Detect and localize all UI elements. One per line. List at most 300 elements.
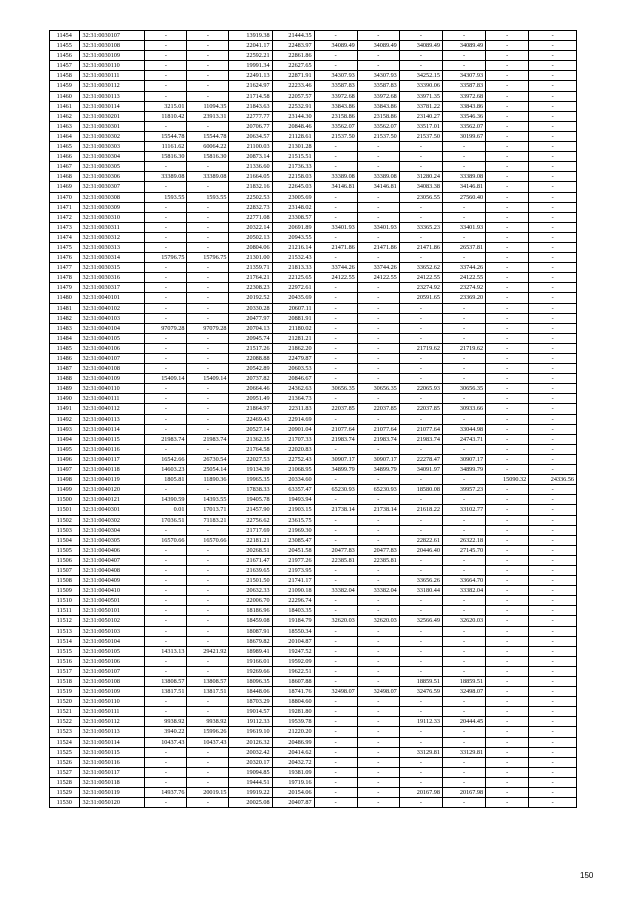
value-cell: 19112.33 xyxy=(229,717,272,727)
value-cell: - xyxy=(314,31,357,41)
value-cell: 32498.07 xyxy=(314,687,357,697)
value-cell: 33843.86 xyxy=(314,101,357,111)
value-cell: - xyxy=(314,142,357,152)
value-cell: - xyxy=(145,636,187,646)
table-row xyxy=(50,273,577,283)
value-cell: - xyxy=(314,626,357,636)
value-cell: - xyxy=(145,354,187,364)
value-cell: 18804.60 xyxy=(272,697,314,707)
value-cell: 20846.67 xyxy=(272,374,314,384)
value-cell: - xyxy=(486,253,529,263)
value-cell: - xyxy=(145,242,187,252)
row-number-cell: 11479 xyxy=(50,283,80,293)
value-cell: 30199.67 xyxy=(442,131,485,141)
value-cell: 19622.51 xyxy=(272,666,314,676)
value-cell: - xyxy=(486,404,529,414)
value-cell: - xyxy=(486,364,529,374)
value-cell: - xyxy=(399,636,442,646)
value-cell: - xyxy=(187,31,229,41)
cadastral-number-cell: 32:31:0040115 xyxy=(79,434,145,444)
value-cell: 19094.85 xyxy=(229,767,272,777)
value-cell: 15796.75 xyxy=(145,253,187,263)
value-cell: 20451.58 xyxy=(272,545,314,555)
value-cell: - xyxy=(529,465,577,475)
value-cell: 14937.76 xyxy=(145,788,187,798)
value-cell: - xyxy=(442,596,485,606)
value-cell: 19269.66 xyxy=(229,666,272,676)
value-cell: - xyxy=(442,646,485,656)
value-cell: - xyxy=(145,51,187,61)
value-cell: - xyxy=(486,525,529,535)
value-cell: - xyxy=(399,232,442,242)
value-cell: - xyxy=(357,212,399,222)
table-body xyxy=(50,31,577,808)
value-cell: - xyxy=(145,747,187,757)
value-cell: 10437.43 xyxy=(145,737,187,747)
value-cell: - xyxy=(357,788,399,798)
value-cell: - xyxy=(486,212,529,222)
value-cell: - xyxy=(357,636,399,646)
row-number-cell: 11509 xyxy=(50,586,80,596)
row-number-cell: 11484 xyxy=(50,333,80,343)
value-cell: 33390.06 xyxy=(399,81,442,91)
row-number-cell: 11488 xyxy=(50,374,80,384)
cadastral-number-cell: 32:31:0040302 xyxy=(79,515,145,525)
value-cell: - xyxy=(486,767,529,777)
value-cell: - xyxy=(187,666,229,676)
value-cell: 13817.51 xyxy=(187,687,229,697)
value-cell: - xyxy=(357,717,399,727)
cadastral-number-cell: 32:31:0050114 xyxy=(79,737,145,747)
value-cell: 15409.14 xyxy=(145,374,187,384)
value-cell: - xyxy=(187,242,229,252)
table-row xyxy=(50,777,577,787)
value-cell: 21707.33 xyxy=(272,434,314,444)
table-row xyxy=(50,31,577,41)
value-cell: - xyxy=(187,343,229,353)
value-cell: 33382.04 xyxy=(442,586,485,596)
table-row xyxy=(50,697,577,707)
cadastral-number-cell: 32:31:0040109 xyxy=(79,374,145,384)
value-cell: - xyxy=(399,162,442,172)
value-cell: - xyxy=(314,374,357,384)
row-number-cell: 11483 xyxy=(50,323,80,333)
table-row xyxy=(50,737,577,747)
value-cell: - xyxy=(486,515,529,525)
value-cell: 20691.89 xyxy=(272,222,314,232)
value-cell: - xyxy=(529,293,577,303)
value-cell: 20446.40 xyxy=(399,545,442,555)
value-cell: - xyxy=(399,596,442,606)
cadastral-number-cell: 32:31:0050116 xyxy=(79,757,145,767)
cadastral-number-cell: 32:31:0040108 xyxy=(79,364,145,374)
value-cell: 30907.17 xyxy=(442,454,485,464)
value-cell: 27145.70 xyxy=(442,545,485,555)
value-cell: 20407.87 xyxy=(272,798,314,808)
value-cell: - xyxy=(529,51,577,61)
value-cell: - xyxy=(314,788,357,798)
value-cell: - xyxy=(187,303,229,313)
value-cell: 9938.92 xyxy=(145,717,187,727)
value-cell: 21624.97 xyxy=(229,81,272,91)
row-number-cell: 11530 xyxy=(50,798,80,808)
value-cell: - xyxy=(529,91,577,101)
value-cell: 23005.69 xyxy=(272,192,314,202)
value-cell: 19719.16 xyxy=(272,777,314,787)
row-number-cell: 11485 xyxy=(50,343,80,353)
value-cell: 20334.60 xyxy=(272,475,314,485)
value-cell: 21216.14 xyxy=(272,242,314,252)
value-cell: 27560.40 xyxy=(442,192,485,202)
value-cell: - xyxy=(314,444,357,454)
value-cell: 0.01 xyxy=(145,505,187,515)
value-cell: - xyxy=(529,323,577,333)
value-cell: - xyxy=(187,616,229,626)
value-cell: - xyxy=(529,646,577,656)
cadastral-number-cell: 32:31:0050118 xyxy=(79,777,145,787)
value-cell: - xyxy=(529,313,577,323)
value-cell: - xyxy=(442,364,485,374)
value-cell: - xyxy=(187,263,229,273)
value-cell: - xyxy=(486,101,529,111)
value-cell: - xyxy=(314,525,357,535)
value-cell: - xyxy=(314,707,357,717)
value-cell: - xyxy=(314,576,357,586)
value-cell: - xyxy=(399,333,442,343)
row-number-cell: 11491 xyxy=(50,404,80,414)
table-row xyxy=(50,626,577,636)
cadastral-number-cell: 32:31:0050113 xyxy=(79,727,145,737)
value-cell: - xyxy=(145,616,187,626)
value-cell: 21336.60 xyxy=(229,162,272,172)
value-cell: 22592.21 xyxy=(229,51,272,61)
value-cell: - xyxy=(187,444,229,454)
value-cell: 22491.13 xyxy=(229,71,272,81)
value-cell: 33365.23 xyxy=(399,222,442,232)
value-cell: - xyxy=(442,495,485,505)
value-cell: 24362.63 xyxy=(272,384,314,394)
table-row xyxy=(50,394,577,404)
value-cell: 33546.36 xyxy=(442,111,485,121)
value-cell: 22233.46 xyxy=(272,81,314,91)
table-row xyxy=(50,434,577,444)
value-cell: 20322.14 xyxy=(229,222,272,232)
value-cell: 34307.93 xyxy=(357,71,399,81)
value-cell: - xyxy=(314,61,357,71)
value-cell: - xyxy=(187,313,229,323)
row-number-cell: 11455 xyxy=(50,41,80,51)
table-row xyxy=(50,293,577,303)
cadastral-number-cell: 32:31:0030309 xyxy=(79,202,145,212)
value-cell: - xyxy=(529,121,577,131)
value-cell: - xyxy=(486,283,529,293)
cadastral-number-cell: 32:31:0050101 xyxy=(79,606,145,616)
cadastral-number-cell: 32:31:0040501 xyxy=(79,596,145,606)
value-cell: - xyxy=(399,525,442,535)
table-row xyxy=(50,232,577,242)
cadastral-number-cell: 32:31:0040301 xyxy=(79,505,145,515)
value-cell: - xyxy=(187,354,229,364)
table-row xyxy=(50,586,577,596)
value-cell: - xyxy=(357,697,399,707)
table-row xyxy=(50,465,577,475)
value-cell: - xyxy=(187,71,229,81)
value-cell: - xyxy=(314,737,357,747)
value-cell: 20154.06 xyxy=(272,788,314,798)
value-cell: 22972.61 xyxy=(272,283,314,293)
value-cell: 13808.57 xyxy=(145,677,187,687)
value-cell: - xyxy=(187,798,229,808)
value-cell: - xyxy=(442,232,485,242)
value-cell: - xyxy=(314,51,357,61)
value-cell: 18859.51 xyxy=(399,677,442,687)
value-cell: - xyxy=(529,636,577,646)
value-cell: 34089.49 xyxy=(442,41,485,51)
value-cell: 14393.55 xyxy=(187,495,229,505)
value-cell: 33129.81 xyxy=(442,747,485,757)
value-cell: - xyxy=(486,242,529,252)
value-cell: 33656.26 xyxy=(399,576,442,586)
value-cell: - xyxy=(529,222,577,232)
value-cell: 18186.96 xyxy=(229,606,272,616)
value-cell: 34089.49 xyxy=(399,41,442,51)
value-cell: 34091.97 xyxy=(399,465,442,475)
value-cell: 33587.83 xyxy=(442,81,485,91)
value-cell: - xyxy=(399,515,442,525)
value-cell: 21738.14 xyxy=(314,505,357,515)
value-cell: 24122.55 xyxy=(357,273,399,283)
cadastral-number-cell: 32:31:0040110 xyxy=(79,384,145,394)
row-number-cell: 11480 xyxy=(50,293,80,303)
value-cell: - xyxy=(399,656,442,666)
value-cell: 22181.21 xyxy=(229,535,272,545)
value-cell: - xyxy=(399,444,442,454)
value-cell: 34899.79 xyxy=(357,465,399,475)
table-row xyxy=(50,313,577,323)
table-row xyxy=(50,212,577,222)
value-cell: - xyxy=(529,101,577,111)
table-row xyxy=(50,788,577,798)
value-cell: - xyxy=(486,121,529,131)
value-cell: - xyxy=(486,687,529,697)
value-cell: - xyxy=(529,232,577,242)
value-cell: - xyxy=(442,737,485,747)
value-cell: - xyxy=(187,91,229,101)
row-number-cell: 11459 xyxy=(50,81,80,91)
value-cell: 32498.07 xyxy=(357,687,399,697)
value-cell: - xyxy=(314,666,357,676)
value-cell: - xyxy=(529,767,577,777)
value-cell: - xyxy=(529,707,577,717)
value-cell: 21764.21 xyxy=(229,273,272,283)
cadastral-number-cell: 32:31:0040408 xyxy=(79,565,145,575)
value-cell: 18403.35 xyxy=(272,606,314,616)
value-cell: 20486.99 xyxy=(272,737,314,747)
value-cell: 21983.74 xyxy=(399,434,442,444)
row-number-cell: 11495 xyxy=(50,444,80,454)
value-cell: 22057.57 xyxy=(272,91,314,101)
value-cell: 15816.30 xyxy=(145,152,187,162)
value-cell: 19539.78 xyxy=(272,717,314,727)
value-cell: - xyxy=(529,343,577,353)
value-cell: - xyxy=(486,354,529,364)
value-cell: - xyxy=(442,767,485,777)
value-cell: - xyxy=(187,424,229,434)
value-cell: - xyxy=(442,202,485,212)
table-row xyxy=(50,131,577,141)
value-cell: 33562.07 xyxy=(314,121,357,131)
value-cell: 20126.32 xyxy=(229,737,272,747)
value-cell: - xyxy=(486,333,529,343)
value-cell: - xyxy=(529,253,577,263)
value-cell: - xyxy=(486,424,529,434)
value-cell: 22125.65 xyxy=(272,273,314,283)
value-cell: - xyxy=(145,596,187,606)
cadastral-number-cell: 32:31:0040121 xyxy=(79,495,145,505)
value-cell: - xyxy=(486,192,529,202)
cadastral-number-cell: 32:31:0040410 xyxy=(79,586,145,596)
value-cell: 22385.81 xyxy=(314,555,357,565)
table-row xyxy=(50,565,577,575)
value-cell: - xyxy=(187,41,229,51)
value-cell: - xyxy=(486,717,529,727)
table-row xyxy=(50,475,577,485)
value-cell: - xyxy=(442,313,485,323)
value-cell: - xyxy=(145,384,187,394)
value-cell: - xyxy=(529,434,577,444)
table-row xyxy=(50,384,577,394)
value-cell: 20951.49 xyxy=(229,394,272,404)
value-cell: - xyxy=(187,81,229,91)
cadastral-number-cell: 32:31:0050117 xyxy=(79,767,145,777)
value-cell: - xyxy=(145,545,187,555)
value-cell: 32566.49 xyxy=(399,616,442,626)
value-cell: 21077.64 xyxy=(399,424,442,434)
value-cell: 23158.86 xyxy=(357,111,399,121)
value-cell: 20527.14 xyxy=(229,424,272,434)
cadastral-number-cell: 32:31:0030304 xyxy=(79,152,145,162)
value-cell: 22037.85 xyxy=(357,404,399,414)
value-cell: 22037.85 xyxy=(314,404,357,414)
value-cell: 22627.65 xyxy=(272,61,314,71)
row-number-cell: 11513 xyxy=(50,626,80,636)
value-cell: 21983.74 xyxy=(187,434,229,444)
cadastral-number-cell: 32:31:0030305 xyxy=(79,162,145,172)
value-cell: 33389.08 xyxy=(187,172,229,182)
value-cell: - xyxy=(486,788,529,798)
value-cell: - xyxy=(187,61,229,71)
cadastral-number-cell: 32:31:0040120 xyxy=(79,485,145,495)
value-cell: - xyxy=(357,374,399,384)
value-cell: - xyxy=(486,626,529,636)
value-cell: - xyxy=(486,41,529,51)
value-cell: - xyxy=(399,475,442,485)
value-cell: 18550.34 xyxy=(272,626,314,636)
table-row xyxy=(50,666,577,676)
value-cell: - xyxy=(529,364,577,374)
value-cell: 32476.59 xyxy=(399,687,442,697)
value-cell: 63357.47 xyxy=(272,485,314,495)
value-cell: - xyxy=(187,212,229,222)
value-cell: - xyxy=(187,747,229,757)
value-cell: - xyxy=(486,152,529,162)
value-cell: - xyxy=(187,485,229,495)
value-cell: 20704.13 xyxy=(229,323,272,333)
value-cell: - xyxy=(486,313,529,323)
value-cell: 18859.51 xyxy=(442,677,485,687)
value-cell: - xyxy=(145,666,187,676)
value-cell: 22027.53 xyxy=(229,454,272,464)
value-cell: - xyxy=(529,798,577,808)
value-cell: - xyxy=(399,51,442,61)
value-cell: - xyxy=(442,757,485,767)
value-cell: - xyxy=(442,394,485,404)
table-row xyxy=(50,454,577,464)
value-cell: 20477.83 xyxy=(314,545,357,555)
value-cell: 25054.14 xyxy=(187,465,229,475)
value-cell: - xyxy=(486,505,529,515)
table-row xyxy=(50,404,577,414)
row-number-cell: 11492 xyxy=(50,414,80,424)
value-cell: 33587.83 xyxy=(314,81,357,91)
value-cell: - xyxy=(442,303,485,313)
value-cell: 33781.22 xyxy=(399,101,442,111)
value-cell: 21068.95 xyxy=(272,465,314,475)
value-cell: 15409.14 xyxy=(187,374,229,384)
cadastral-number-cell: 32:31:0040409 xyxy=(79,576,145,586)
value-cell: 18096.35 xyxy=(229,677,272,687)
cadastral-number-cell: 32:31:0050109 xyxy=(79,687,145,697)
value-cell: 23056.55 xyxy=(399,192,442,202)
value-cell: 22645.03 xyxy=(272,182,314,192)
value-cell: - xyxy=(529,788,577,798)
cadastral-number-cell: 32:31:0030109 xyxy=(79,51,145,61)
value-cell: - xyxy=(187,565,229,575)
value-cell: - xyxy=(399,212,442,222)
value-cell: - xyxy=(357,364,399,374)
value-cell: 23274.92 xyxy=(442,283,485,293)
row-number-cell: 11486 xyxy=(50,354,80,364)
value-cell: 16542.66 xyxy=(145,454,187,464)
value-cell: 30907.17 xyxy=(357,454,399,464)
value-cell: 23085.47 xyxy=(272,535,314,545)
value-cell: 34089.49 xyxy=(357,41,399,51)
table-row xyxy=(50,111,577,121)
value-cell: - xyxy=(314,535,357,545)
value-cell: - xyxy=(145,81,187,91)
value-cell: - xyxy=(486,555,529,565)
value-cell: - xyxy=(486,747,529,757)
cadastral-number-cell: 32:31:0050110 xyxy=(79,697,145,707)
value-cell: - xyxy=(357,515,399,525)
value-cell: 22832.73 xyxy=(229,202,272,212)
value-cell: 33652.62 xyxy=(399,263,442,273)
table-row xyxy=(50,303,577,313)
value-cell: - xyxy=(442,51,485,61)
value-cell: 20104.87 xyxy=(272,636,314,646)
cadastral-number-cell: 32:31:0030201 xyxy=(79,111,145,121)
value-cell: - xyxy=(486,666,529,676)
value-cell: 20477.97 xyxy=(229,313,272,323)
value-cell: 19014.57 xyxy=(229,707,272,717)
value-cell: 33389.08 xyxy=(145,172,187,182)
row-number-cell: 11523 xyxy=(50,727,80,737)
value-cell: - xyxy=(357,293,399,303)
value-cell: 20542.89 xyxy=(229,364,272,374)
value-cell: - xyxy=(442,636,485,646)
value-cell: - xyxy=(187,626,229,636)
value-cell: 20591.65 xyxy=(399,293,442,303)
